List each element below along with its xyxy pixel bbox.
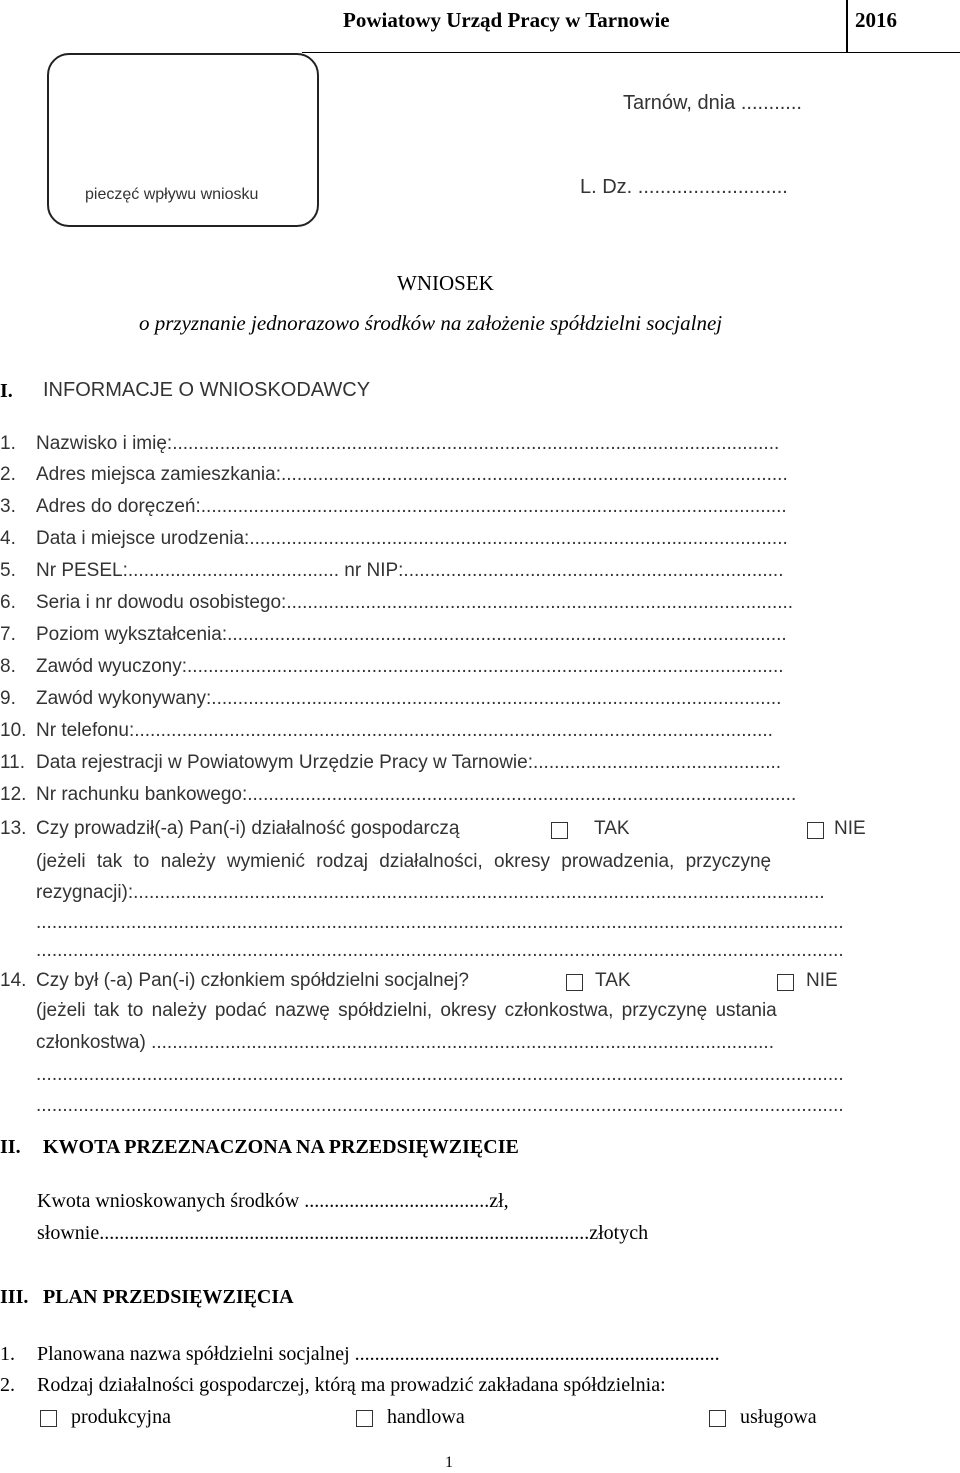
field-1-num: 1. bbox=[0, 433, 16, 454]
office-name: Powiatowy Urząd Pracy w Tarnowie bbox=[343, 8, 670, 32]
q14-yes-label: TAK bbox=[595, 970, 631, 991]
field-10-num: 10. bbox=[0, 720, 27, 741]
q14-yes-checkbox[interactable] bbox=[566, 974, 583, 991]
q14-answer-line2[interactable]: ......................................................................................................................................................... bbox=[36, 1064, 844, 1085]
q13-answer-line2[interactable]: ......................................................................................................................................................... bbox=[36, 912, 844, 933]
q13-question: Czy prowadził(-a) Pan(-i) działalność gospodarczą bbox=[36, 818, 460, 839]
q13-yes-label: TAK bbox=[594, 818, 630, 839]
field-pesel-nip[interactable]: Nr PESEL:........................................ nr NIP:........................................................................ bbox=[36, 560, 784, 581]
section2-num: II. bbox=[0, 1136, 21, 1158]
field-6-num: 6. bbox=[0, 592, 16, 613]
field-profession[interactable]: Zawód wykonywany:............................................................................................................ bbox=[36, 688, 782, 709]
option-production-label: produkcyjna bbox=[71, 1406, 171, 1428]
option-trade-checkbox[interactable] bbox=[356, 1410, 373, 1427]
q13-yes-checkbox[interactable] bbox=[551, 822, 568, 839]
field-id-card[interactable]: Seria i nr dowodu osobistego:................................................................................................ bbox=[36, 592, 794, 613]
q14-num: 14. bbox=[0, 970, 27, 991]
section3-title: PLAN PRZEDSIĘWZIĘCIA bbox=[43, 1286, 294, 1308]
option-production-checkbox[interactable] bbox=[40, 1410, 57, 1427]
option-services-label: usługowa bbox=[740, 1406, 817, 1428]
doc-title: WNIOSEK bbox=[397, 271, 494, 295]
page-number: 1 bbox=[445, 1454, 453, 1471]
q13-answer-line1[interactable]: rezygnacji):................................................................................................................................... bbox=[36, 882, 825, 903]
q14-no-label: NIE bbox=[806, 970, 838, 991]
q14-answer-line1[interactable]: członkostwa) ...................................................................................................................... bbox=[36, 1032, 774, 1053]
doc-subtitle: o przyznanie jednorazowo środków na założenie spółdzielni socjalnej bbox=[139, 311, 723, 335]
coop-name-field[interactable]: Planowana nazwa spółdzielni socjalnej ......................................................................... bbox=[37, 1343, 720, 1365]
q14-question: Czy był (-a) Pan(-i) członkiem spółdzielni socjalnej? bbox=[36, 970, 469, 991]
ldz: L. Dz. ........................... bbox=[580, 176, 788, 198]
field-education[interactable]: Poziom wykształcenia:.......................................................................................................... bbox=[36, 624, 787, 645]
q13-no-checkbox[interactable] bbox=[807, 822, 824, 839]
field-4-num: 4. bbox=[0, 528, 16, 549]
field-11-num: 11. bbox=[0, 752, 26, 773]
amount-field[interactable]: Kwota wnioskowanych środków .....................................zł, bbox=[37, 1190, 509, 1212]
plan-1-num: 1. bbox=[0, 1343, 15, 1365]
stamp-label: pieczęć wpływu wniosku bbox=[85, 186, 259, 203]
q14-no-checkbox[interactable] bbox=[777, 974, 794, 991]
field-2-num: 2. bbox=[0, 464, 16, 485]
activity-type-question: Rodzaj działalności gospodarczej, którą ma prowadzić zakładana spółdzielnia: bbox=[37, 1374, 666, 1396]
section2-title: KWOTA PRZEZNACZONA NA PRZEDSIĘWZIĘCIE bbox=[43, 1136, 519, 1158]
year: 2016 bbox=[855, 8, 897, 32]
field-3-num: 3. bbox=[0, 496, 16, 517]
q14-answer-line3[interactable]: ......................................................................................................................................................... bbox=[36, 1095, 844, 1116]
option-trade-label: handlowa bbox=[387, 1406, 465, 1428]
field-birth[interactable]: Data i miejsce urodzenia:...................................................................................................... bbox=[36, 528, 788, 549]
field-registration-date[interactable]: Data rejestracji w Powiatowym Urzędzie Pracy w Tarnowie:............................................... bbox=[36, 752, 782, 773]
header-rule bbox=[302, 52, 960, 53]
q13-note: (jeżeli tak to należy wymienić rodzaj działalności, okresy prowadzenia, przyczynę bbox=[36, 851, 772, 872]
field-learned-profession[interactable]: Zawód wyuczony:................................................................................................................. bbox=[36, 656, 784, 677]
field-phone[interactable]: Nr telefonu:......................................................................................................................... bbox=[36, 720, 773, 741]
field-5-num: 5. bbox=[0, 560, 16, 581]
section1-num: I. bbox=[0, 380, 13, 402]
q14-note: (jeżeli tak to należy podać nazwę spółdzielni, okresy członkostwa, przyczynę ustania bbox=[36, 1000, 777, 1021]
amount-words-field[interactable]: słownie..................................................................................................złotych bbox=[37, 1222, 649, 1244]
field-name[interactable]: Nazwisko i imię:................................................................................................................... bbox=[36, 433, 780, 454]
field-delivery-address[interactable]: Adres do doręczeń:............................................................................................................... bbox=[36, 496, 787, 517]
place-date: Tarnów, dnia ........... bbox=[623, 92, 802, 114]
field-8-num: 8. bbox=[0, 656, 16, 677]
field-9-num: 9. bbox=[0, 688, 16, 709]
plan-2-num: 2. bbox=[0, 1374, 15, 1396]
q13-answer-line3[interactable]: ......................................................................................................................................................... bbox=[36, 940, 844, 961]
q13-num: 13. bbox=[0, 818, 27, 839]
field-7-num: 7. bbox=[0, 624, 16, 645]
q13-no-label: NIE bbox=[834, 818, 866, 839]
option-services-checkbox[interactable] bbox=[709, 1410, 726, 1427]
header-divider bbox=[846, 0, 848, 52]
section3-num: III. bbox=[0, 1286, 29, 1308]
field-bank-account[interactable]: Nr rachunku bankowego:........................................................................................................ bbox=[36, 784, 797, 805]
section1-title: INFORMACJE O WNIOSKODAWCY bbox=[43, 379, 371, 401]
field-12-num: 12. bbox=[0, 784, 27, 805]
field-address[interactable]: Adres miejsca zamieszkania:................................................................................................ bbox=[36, 464, 788, 485]
